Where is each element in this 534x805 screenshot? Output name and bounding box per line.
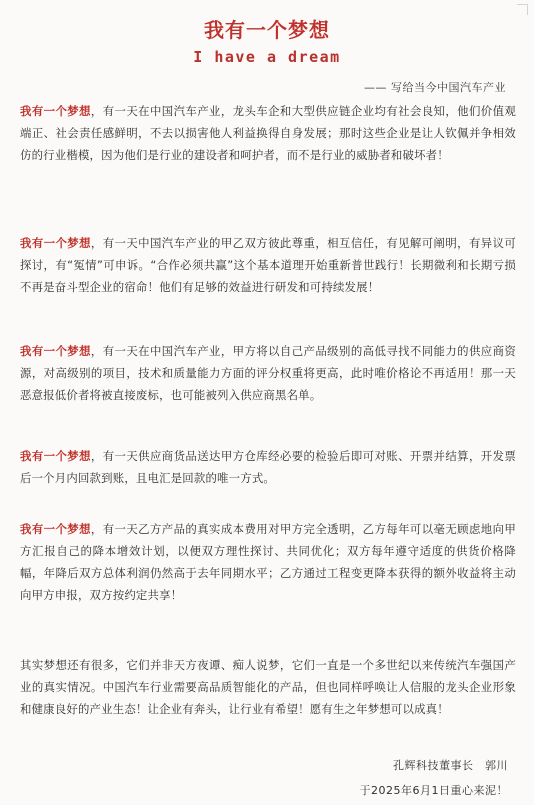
paragraph-4 (20, 445, 516, 489)
paragraph-text: ，有一天中国汽车产业的甲乙双方彼此尊重，相互信任，有见解可阐明，有异议可探讨，有“冤情”可申诉。“合作必须共赢”这个基本道理开始重新普世践行！长期微利和长期亏损不再是奋斗型企业的宿命！他们有足够的效益进行研发和可持续发展！ (20, 236, 516, 294)
signature-name: 孔辉科技董事长 郭川 (393, 759, 508, 772)
paragraph-text: ，有一天供应商货品送达甲方仓库经必要的检验后即可对账、开票并结算，开发票后一个月内回款到账，且电汇是回款的唯一方式。 (20, 449, 516, 485)
paragraph-lead: 我有一个梦想 (20, 344, 91, 358)
page-title: 我有一个梦想 (204, 18, 330, 42)
paragraph-lead: 我有一个梦想 (20, 449, 91, 463)
paragraph-3 (20, 340, 516, 406)
paragraph-text: ，有一天在中国汽车产业，龙头车企和大型供应链企业均有社会良知，他们价值观端正、社会责任感鲜明，不去以损害他人利益换得自身发展；那时这些企业是让人钦佩并争相效仿的行业楷模，因为他们是行业的建设者和呵护者，而不是行业的威胁者和破坏者！ (20, 104, 516, 162)
paragraph-text: 其实梦想还有很多，它们并非天方夜谭、痴人说梦，它们一直是一个多世纪以来传统汽车强国产业的真实情况。中国汽车行业需要高品质智能化的产品，但也同样呼唤让人信服的龙头企业形象和健康良好的产业生态！让企业有奔头，让行业有希望！愿有生之年梦想可以成真！ (20, 658, 516, 716)
paragraph-2 (20, 232, 516, 298)
paragraph-text: ，有一天乙方产品的真实成本费用对甲方完全透明，乙方每年可以毫无顾虑地向甲方汇报自己的降本增效计划，以便双方理性探讨、共同优化；双方每年遵守适度的供货价格降幅，年降后双方总体利润仍然高于去年同期水平；乙方通过工程变更降本获得的额外收益将主动向甲方申报，双方按约定共享！ (20, 522, 516, 602)
paragraph-lead: 我有一个梦想 (20, 522, 91, 536)
closing-paragraph (20, 654, 516, 720)
signature-date: 于2025年6月1日重心来泥！ (359, 784, 508, 797)
page-subtitle: I have a dream (193, 48, 341, 66)
paragraph-lead: 我有一个梦想 (20, 104, 91, 118)
dedication-line: —— 写给当今中国汽车产业 (364, 81, 506, 94)
paragraph-1 (20, 100, 516, 166)
paragraph-text: ，有一天在中国汽车产业，甲方将以自己产品级别的高低寻找不同能力的供应商资源，对高级别的项目，技术和质量能力方面的评分权重将更高，此时唯价格论不再适用！那一天恶意报低价者将被直接废标，也可能被列入供应商黑名单。 (20, 344, 516, 402)
paragraph-lead: 我有一个梦想 (20, 236, 91, 250)
paragraph-5 (20, 518, 516, 606)
